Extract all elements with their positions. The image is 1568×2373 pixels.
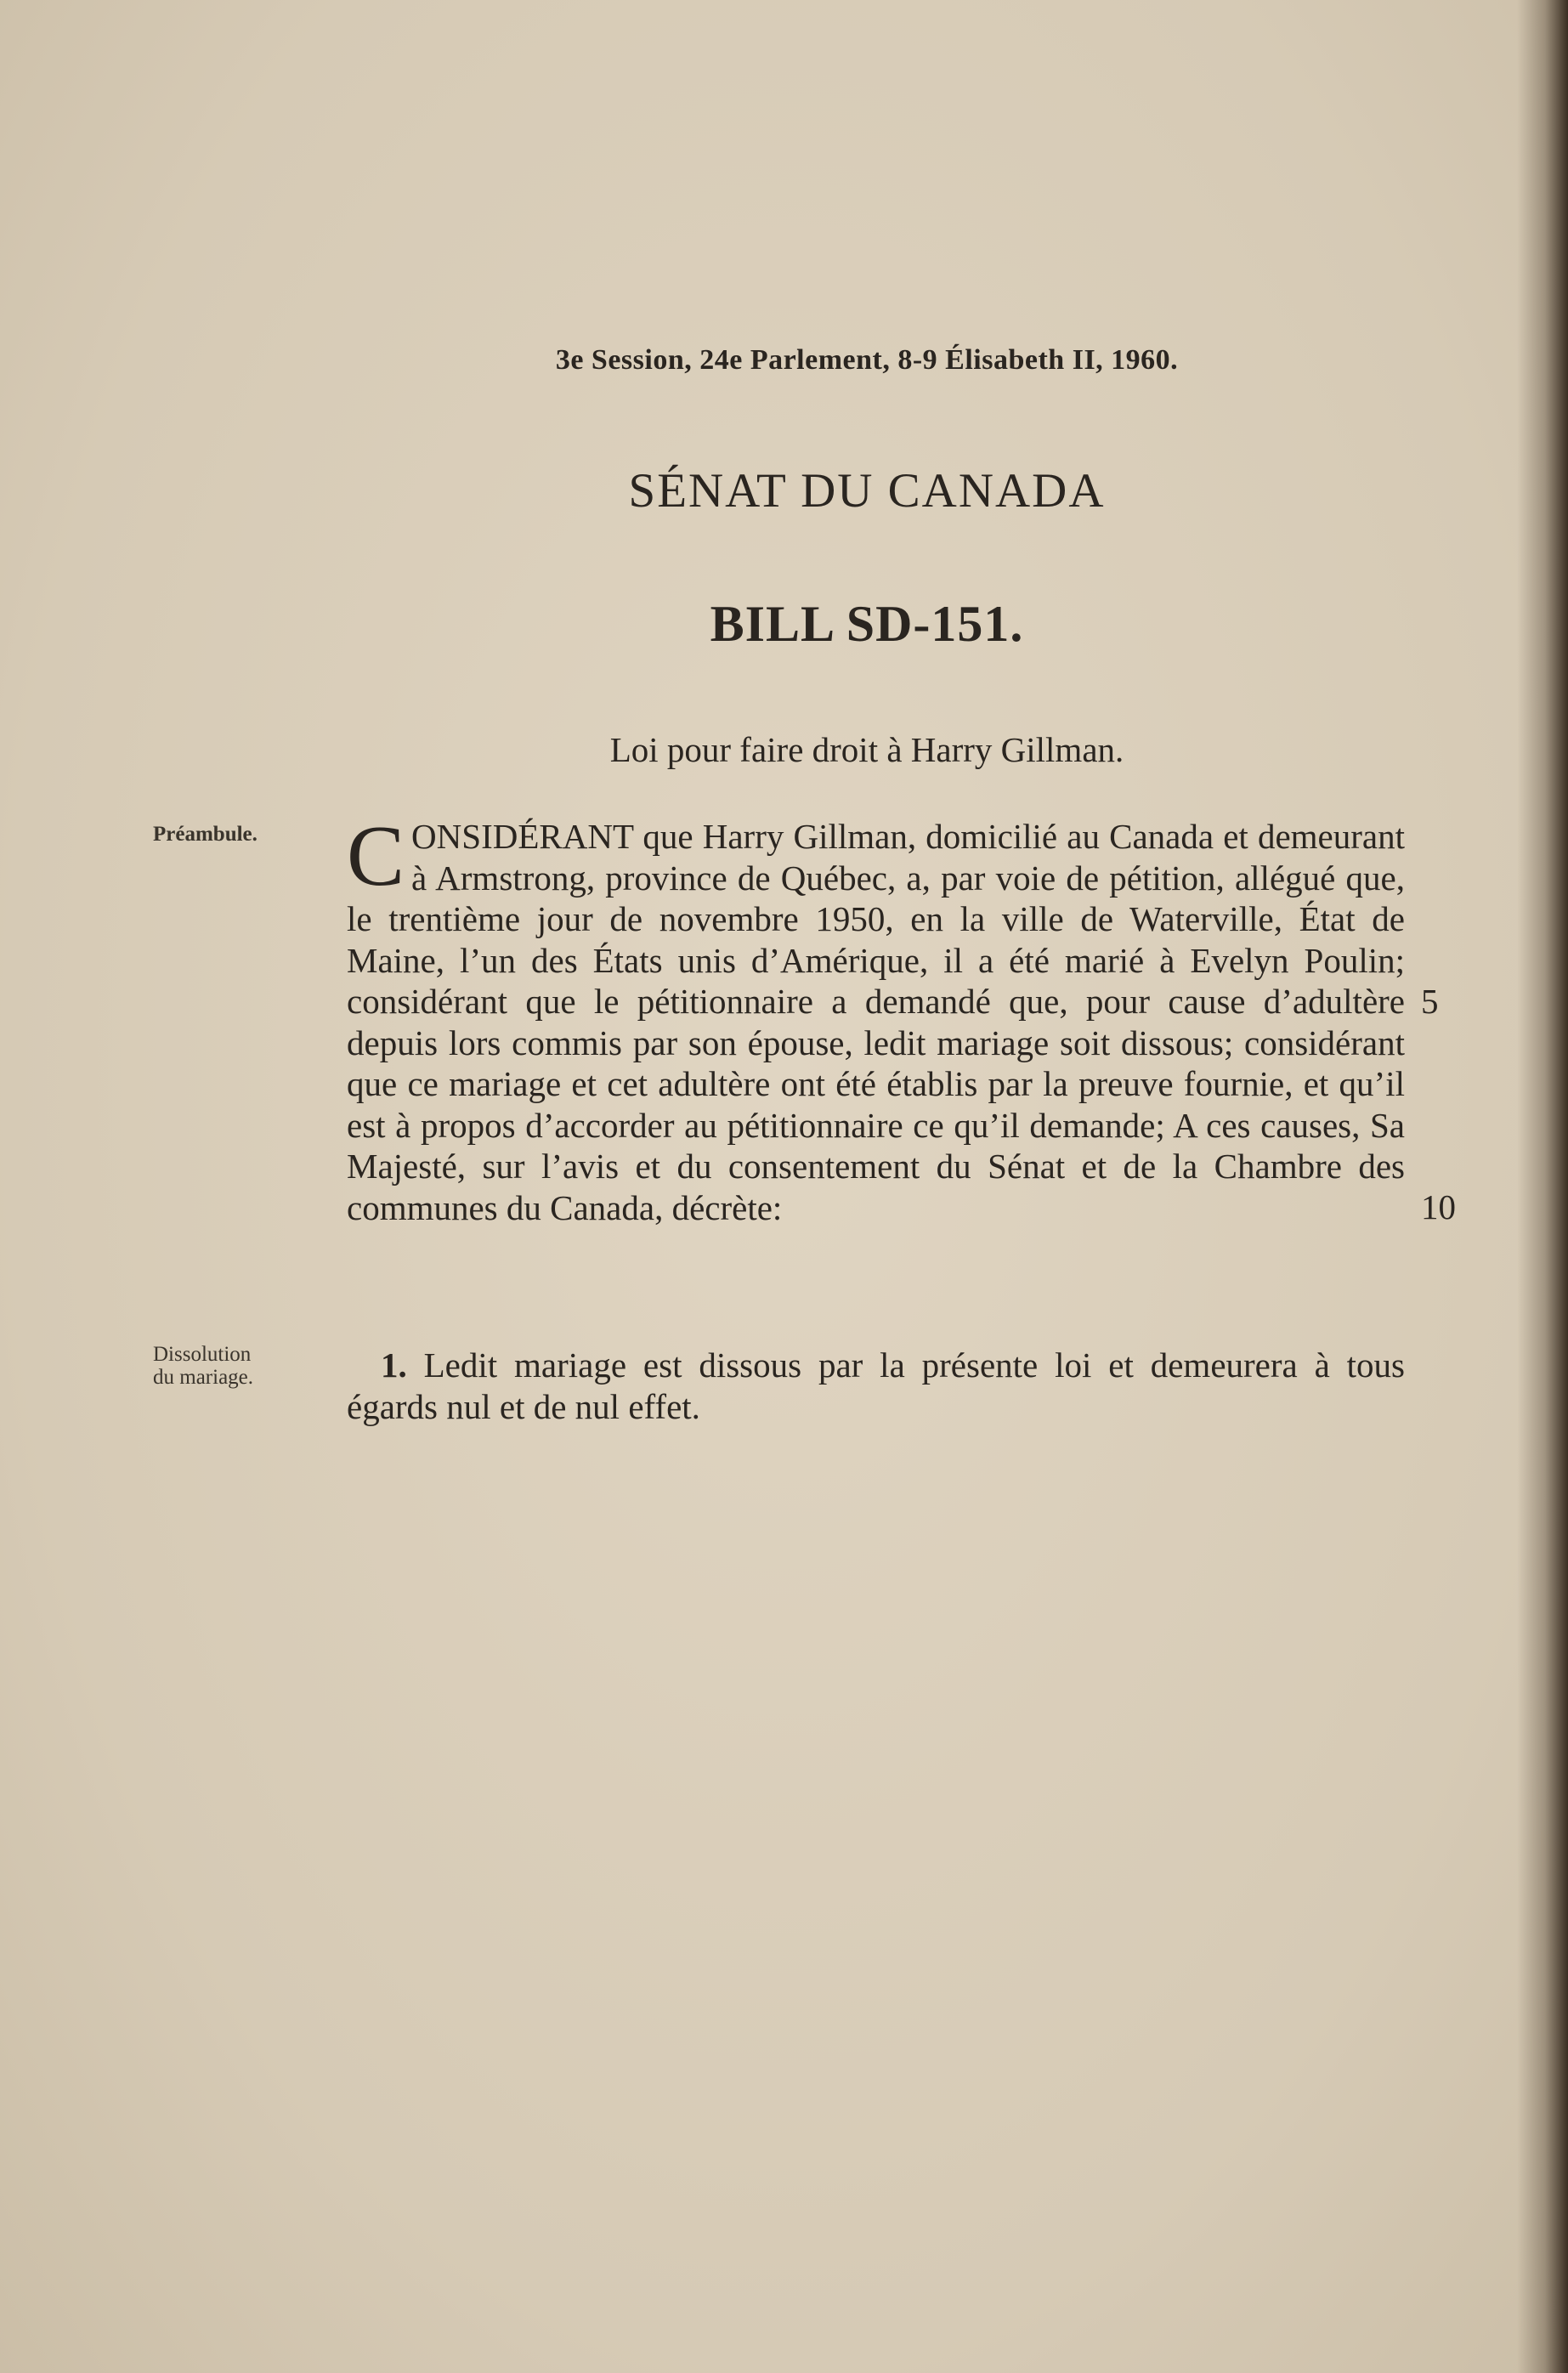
clause-1-text: Ledit mariage est dissous par la présente loi et demeurera à tous égards nul et de nul effet. <box>347 1345 1405 1426</box>
line-number-5: 5 <box>1421 982 1439 1021</box>
preamble-text: ONSIDÉRANT que Harry Gillman, domicilié au Canada et demeurant à Armstrong, province de Québec, a, par voie de pétition, allégué que, le trentième jour de novembre 1950, en la ville de Waterville, État de Maine, l’un des États unis d’Amérique, il a été marié à Evelyn Poulin; considérant que le pétitionnaire a demandé que, pour cause d’adultère depuis lors commis par son épouse, ledit mariage soit dissous; considérant que ce mariage et cet adultère ont été établis par la preuve fournie, et qu’il est à propos d’accorder au pétitionnaire ce qu’il demande; A ces causes, Sa Majesté, sur l’avis et du consentement du Sénat et de la Chambre des communes du Canada, décrète: <box>347 817 1405 1227</box>
session-heading: 3e Session, 24e Parlement, 8-9 Élisabeth II, 1960. <box>555 344 1179 376</box>
clause-1-number: 1. <box>381 1345 407 1385</box>
preamble-dropcap: C <box>347 808 405 904</box>
margin-note-preambule: Préambule. <box>153 823 258 846</box>
margin-note-dissolution-line2: du mariage. <box>153 1366 254 1389</box>
preamble-paragraph <box>347 808 1405 1228</box>
line-number-10: 10 <box>1421 1187 1456 1226</box>
page-edge-shadow <box>1517 0 1568 2373</box>
senate-title: SÉNAT DU CANADA <box>628 464 1106 518</box>
clause-1-paragraph <box>347 1345 1405 1427</box>
bill-number: BILL SD-151. <box>710 596 1024 652</box>
margin-note-dissolution <box>153 1343 253 1389</box>
bill-subtitle: Loi pour faire droit à Harry Gillman. <box>609 730 1124 769</box>
margin-note-dissolution-line1: Dissolution <box>153 1343 252 1366</box>
